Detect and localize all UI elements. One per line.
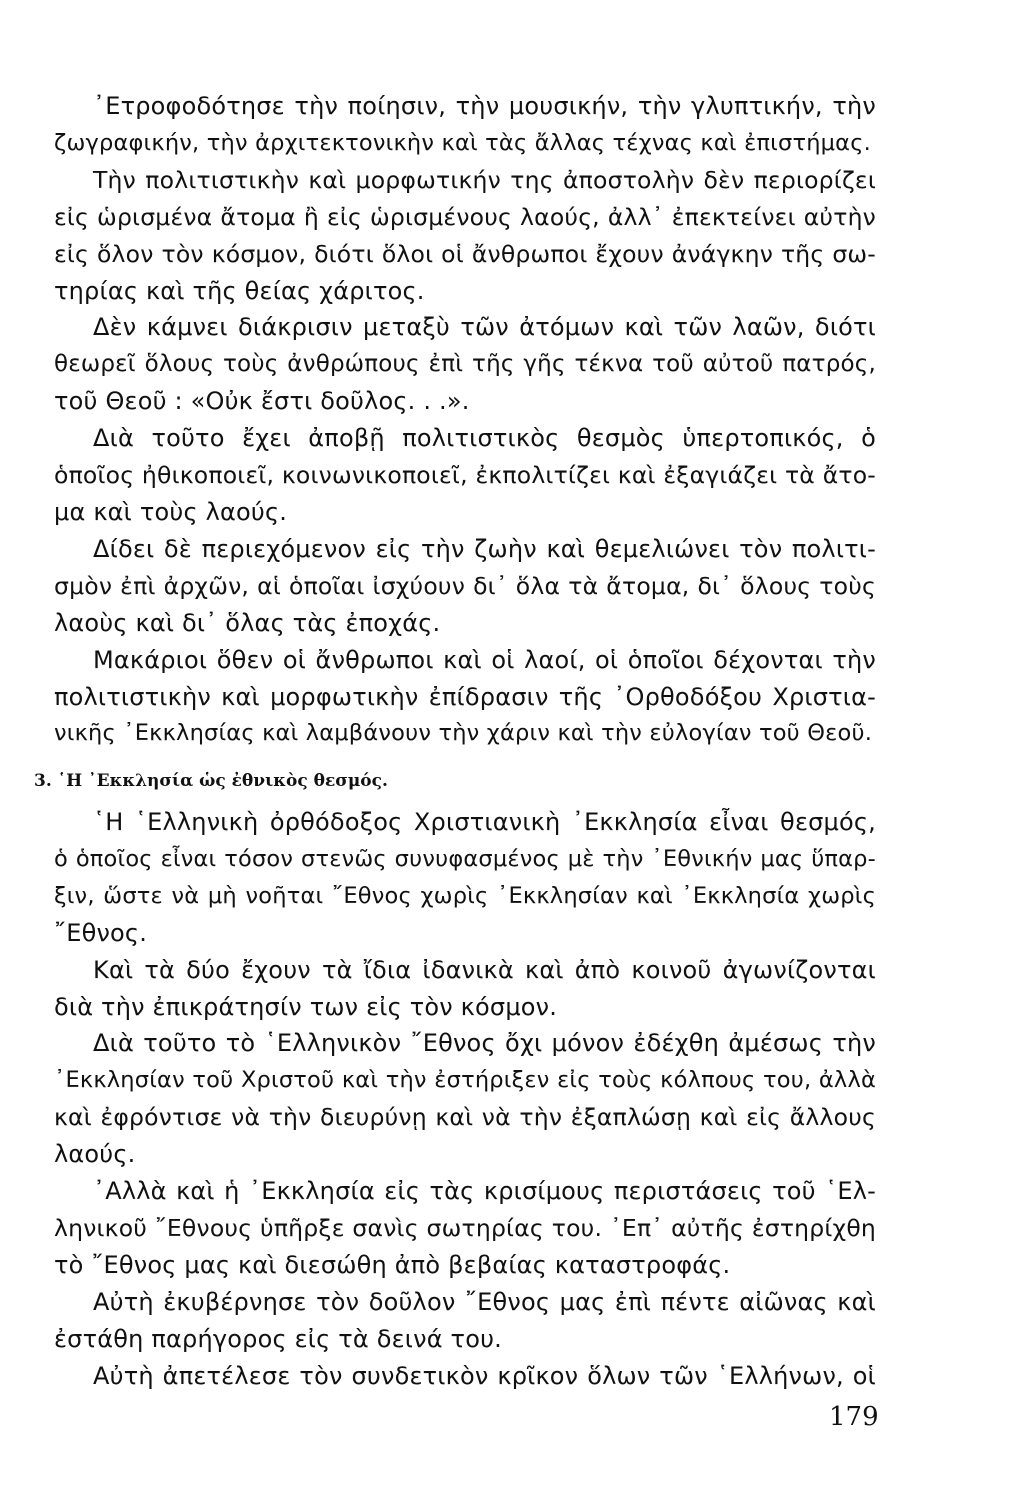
text-line: Αὐτὴ ἐκυβέρνησε τὸν δοῦλον ῎Εθνος μας ἐπὶ πέντε αἰῶνας καὶ [93,1287,876,1316]
text-line: εἰς ὡρισμένα ἄτομα ἢ εἰς ὡρισμένους λαούς, ἀλλ᾿ ἐπεκτείνει αὐτὴν [54,202,876,231]
paragraph [54,1173,876,1284]
text-line: διὰ τὴν ἐπικράτησίν των εἰς τὸν κόσμον. [54,992,558,1021]
paragraph [54,804,876,952]
section-heading: 3. ῾Η ᾿Εκκλησία ὡς ἐθνικὸς θεσμός. [34,771,388,791]
text-line: Διὰ τοῦτο τὸ ῾Ελληνικὸν ῎Εθνος ὄχι μόνον ἐδέχθη ἀμέσως τὴν [93,1029,876,1058]
paragraph [54,309,876,420]
text-line: ῾Η ῾Ελληνικὴ ὀρθόδοξος Χριστιανικὴ ᾿Εκκλησία εἶναι θεσμός, [93,808,876,836]
text-line: μα καὶ τοὺς λαούς. [54,497,288,526]
paragraph [54,1025,876,1173]
text-line: τηρίας καὶ τῆς θείας χάριτος. [54,276,425,305]
text-line: λαοὺς καὶ δι᾿ ὅλας τὰς ἐποχάς. [54,608,441,637]
text-line: ᾿Αλλὰ καὶ ἡ ᾿Εκκλησία εἰς τὰς κρισίμους περιστάσεις τοῦ ῾Ελ- [93,1177,876,1206]
text-line: ξιν, ὥστε νὰ μὴ νοῆται ῎Εθνος χωρὶς ᾿Εκκλησίαν καὶ ᾿Εκκλησία χωρὶς [54,882,876,909]
paragraph [54,162,876,310]
paragraph [54,1284,876,1358]
text-line: καὶ ἐφρόντισε νὰ τὴν διευρύνῃ καὶ νὰ τὴν ἐξαπλώσῃ καὶ εἰς ἄλλους [54,1103,876,1132]
text-line: λαούς. [54,1140,136,1169]
paragraph [54,420,876,531]
text-line: τοῦ Θεοῦ : «Οὐκ ἔστι δοῦλος. . .». [54,387,470,416]
body-text-bottom [54,804,876,1395]
paragraph [54,88,876,162]
page-number: 179 [829,1402,879,1432]
text-line: σμὸν ἐπὶ ἀρχῶν, αἱ ὁποῖαι ἰσχύουν δι᾿ ὅλα τὰ ἄτομα, δι᾿ ὅλους τοὺς [54,571,876,600]
text-line: Τὴν πολιτιστικὴν καὶ μορφωτικήν της ἀποστολὴν δὲν περιορίζει [93,165,876,194]
text-line: Δὲν κάμνει διάκρισιν μεταξὺ τῶν ἀτόμων καὶ τῶν λαῶν, διότι [93,313,876,342]
text-line: ἐστάθη παρήγορος εἰς τὰ δεινά του. [54,1324,502,1353]
text-line: πολιτιστικὴν καὶ μορφωτικὴν ἐπίδρασιν τῆς ᾿Ορθοδόξου Χριστια- [54,682,876,711]
text-line: ῎Εθνος. [54,918,148,947]
paragraph [54,642,876,753]
text-line: ᾿Ετροφοδότησε τὴν ποίησιν, τὴν μουσικήν, τὴν γλυπτικήν, τὴν [93,92,876,120]
text-line: ζωγραφικήν, τὴν ἀρχιτεκτονικὴν καὶ τὰς ἄλλας τέχνας καὶ ἐπιστήμας. [54,129,871,156]
text-line: ὁποῖος ἠθικοποιεῖ, κοινωνικοποιεῖ, ἐκπολιτίζει καὶ ἐξαγιάζει τὰ ἄτο- [54,461,876,490]
text-line: Καὶ τὰ δύο ἔχουν τὰ ἴδια ἰδανικὰ καὶ ἀπὸ κοινοῦ ἀγωνίζονται [93,955,876,984]
text-line: θεωρεῖ ὅλους τοὺς ἀνθρώπους ἐπὶ τῆς γῆς τέκνα τοῦ αὐτοῦ πατρός, [54,351,876,378]
paragraph [54,531,876,642]
paragraph [54,952,876,1026]
text-line: νικῆς ᾿Εκκλησίας καὶ λαμβάνουν τὴν χάριν καὶ τὴν εὐλογίαν τοῦ Θεοῦ. [54,720,873,747]
text-line: τὸ ῎Εθνος μας καὶ διεσώθη ἀπὸ βεβαίας καταστροφάς. [54,1250,731,1279]
text-line: Μακάριοι ὅθεν οἱ ἄνθρωποι καὶ οἱ λαοί, οἱ ὁποῖοι δέχονται τὴν [93,645,876,674]
text-line: Δίδει δὲ περιεχόμενον εἰς τὴν ζωὴν καὶ θεμελιώνει τὸν πολιτι- [93,534,876,563]
text-line: εἰς ὅλον τὸν κόσμον, διότι ὅλοι οἱ ἄνθρωποι ἔχουν ἀνάγκην τῆς σω- [54,239,876,268]
text-line: ὁ ὁποῖος εἶναι τόσον στενῶς συνυφασμένος μὲ τὴν ᾿Εθνικήν μας ὕπαρ- [54,845,876,872]
paragraph [54,1358,876,1395]
body-text-top [54,88,876,752]
text-line: Αὐτὴ ἀπετέλεσε τὸν συνδετικὸν κρῖκον ὅλων τῶν ῾Ελλήνων, οἱ [93,1361,876,1390]
text-line: Διὰ τοῦτο ἔχει ἀποβῇ πολιτιστικὸς θεσμὸς ὑπερτοπικός, ὁ [93,424,876,453]
text-line: ληνικοῦ ῎Εθνους ὑπῆρξε σανὶς σωτηρίας του. ᾿Επ᾿ αὐτῆς ἐστηρίχθη [54,1213,876,1242]
text-line: ᾿Εκκλησίαν τοῦ Χριστοῦ καὶ τὴν ἐστήριξεν εἰς τοὺς κόλπους του, ἀλλὰ [54,1067,876,1094]
